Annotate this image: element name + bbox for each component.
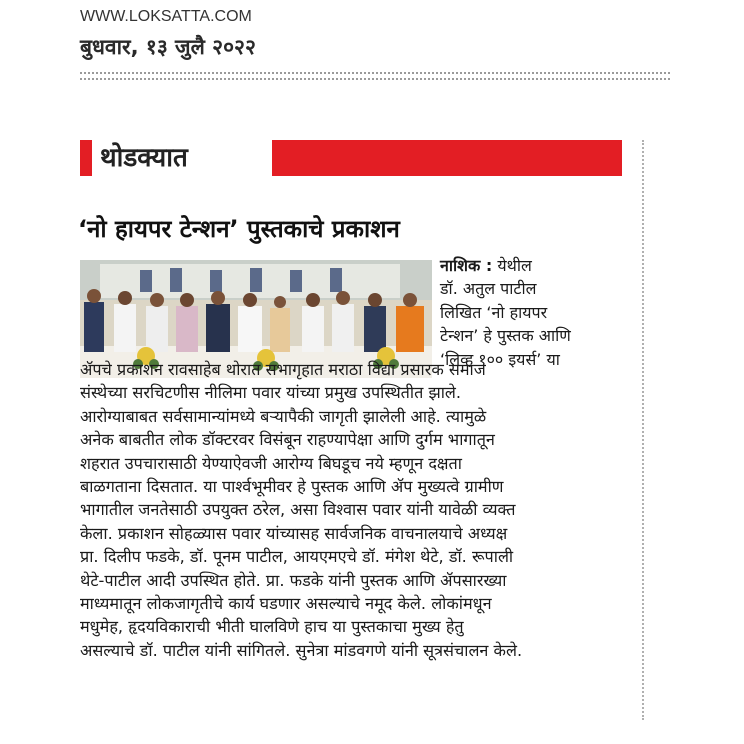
article-body (80, 358, 640, 662)
article-side-column (440, 254, 640, 371)
side-line-5: ‘लिव्ह १०० इयर्स’ या (440, 349, 560, 369)
body-line: शहरात उपचारासाठी येण्याऐवजी आरोग्य बिघडूच नये म्हणून दक्षता (80, 453, 462, 473)
body-line: थेटे-पाटील आदी उपस्थित होते. प्रा. फडके यांनी पुस्तक आणि ॲपसारख्या (80, 570, 507, 590)
article-headline: ‘नो हायपर टेन्शन’ पुस्तकाचे प्रकाशन (78, 215, 400, 243)
side-line-3: लिखित ‘नो हायपर (440, 302, 548, 322)
article-place: नाशिक : (440, 256, 493, 275)
body-line: भागातील जनतेसाठी उपयुक्त ठरेल, असा विश्वास पवार यांनी यावेळी व्यक्त (80, 500, 516, 520)
column-divider (642, 140, 644, 720)
body-line: मधुमेह, हृदयविकाराची भीती घालविणे हाच या पुस्तकाचा मुख्य हेतु (80, 617, 464, 637)
side-text-1: येथील (492, 256, 532, 275)
section-bar (272, 140, 622, 176)
body-line: अनेक बाबतीत लोक डॉक्टरवर विसंबून राहण्यापेक्षा आणि दुर्गम भागातून (80, 430, 495, 450)
body-line: प्रा. दिलीप फडके, डॉ. पूनम पाटील, आयएमएचे डॉ. मंगेश थेटे, डॉ. रूपाली (80, 547, 514, 567)
site-url: WWW.LOKSATTA.COM (80, 8, 252, 25)
body-line: ॲपचे प्रकाशन रावसाहेब थोरात सभागृहात मराठा विद्या प्रसारक समाज (80, 360, 486, 379)
divider-top (80, 72, 670, 74)
issue-date: बुधवार, १३ जुलै २०२२ (80, 35, 256, 59)
body-line: बाळगताना दिसतात. या पार्श्वभूमीवर हे पुस्तक आणि ॲप मुख्यत्वे ग्रामीण (80, 476, 504, 496)
body-line: आरोग्याबाबत सर्वसामान्यांमध्ये बऱ्यापैकी जागृती झालेली आहे. त्यामुळे (80, 406, 487, 426)
body-line: असल्याचे डॉ. पाटील यांनी सांगितले. सुनेत्रा मांडवगणे यांनी सूत्रसंचालन केले. (80, 640, 523, 660)
divider-top-2 (80, 78, 670, 80)
body-line: केला. प्रकाशन सोहळ्यास पवार यांच्यासह सार्वजनिक वाचनालयाचे अध्यक्ष (80, 523, 508, 543)
body-line: माध्यमातून लोकजागृतीचे कार्य घडणार असल्याचे नमूद केले. लोकांमधून (80, 593, 492, 613)
side-line-1 (440, 254, 640, 277)
body-line: संस्थेच्या सरचिटणीस नीलिमा पवार यांच्या प्रमुख उपस्थितीत झाले. (80, 383, 462, 403)
side-line-2: डॉ. अतुल पाटील (440, 279, 537, 299)
section-marker (80, 140, 92, 176)
section-title: थोडक्यात (100, 143, 188, 173)
side-line-4: टेन्शन’ हे पुस्तक आणि (440, 326, 571, 346)
